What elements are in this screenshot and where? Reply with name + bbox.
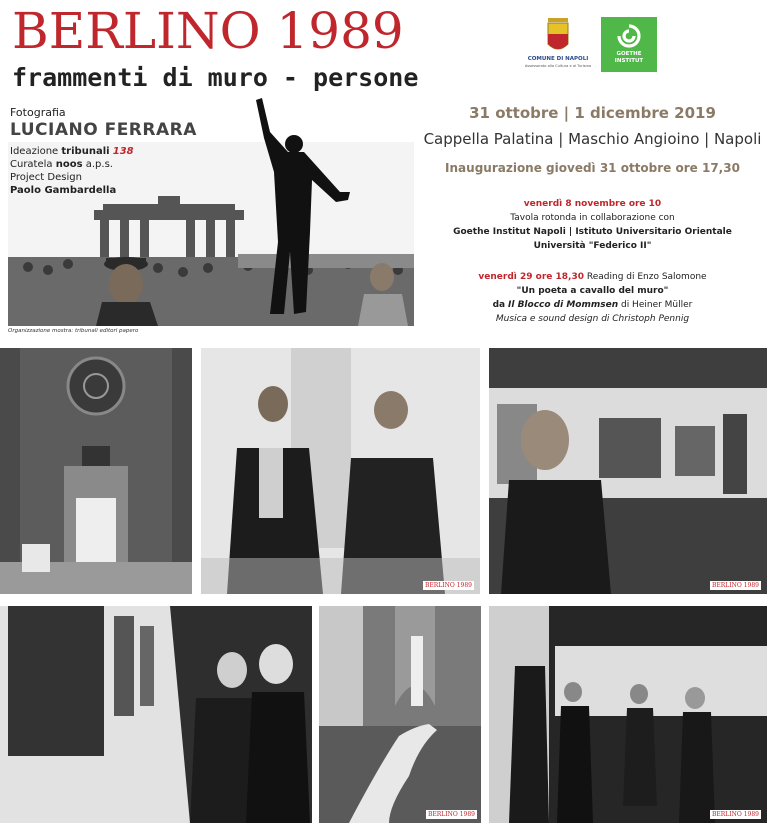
watermark: BERLINO 1989 xyxy=(424,582,472,589)
reading-label: Reading di Enzo Salomone xyxy=(586,272,707,282)
organization-note: Organizzazione mostra: tribunali editori papero xyxy=(8,328,139,334)
napoli-sub: Assessorato alla Cultura e al Turismo xyxy=(524,64,592,68)
ideation-label: Ideazione xyxy=(10,146,59,157)
reading-when: venerdì 29 ore 18,30 xyxy=(478,272,584,282)
napoli-name: COMUNE DI NAPOLI xyxy=(527,56,589,62)
photo-installation-hall xyxy=(319,606,481,823)
ideation-line xyxy=(10,145,197,158)
reading-author: di Heiner Müller xyxy=(620,300,693,310)
curation-label: Curatela xyxy=(10,159,53,170)
curation-suffix: a.p.s. xyxy=(85,159,113,170)
reading-work: Il Blocco di Mommsen xyxy=(508,300,619,310)
poster-title: BERLINO 1989 xyxy=(12,2,404,60)
reading-music: Musica e sound design di Christoph Pennig xyxy=(495,314,690,324)
curation-name: noos xyxy=(55,159,83,170)
goethe-name: GOETHE INSTITUT xyxy=(614,51,644,64)
event-reading xyxy=(418,270,767,326)
roundtable-partners-2: Università "Federico II" xyxy=(533,241,652,251)
watermark: BERLINO 1989 xyxy=(427,811,475,818)
photo-church-facade xyxy=(0,348,192,594)
roundtable-when: venerdì 8 novembre ore 10 xyxy=(523,199,662,209)
watermark: BERLINO 1989 xyxy=(711,811,759,818)
event-roundtable xyxy=(418,197,767,253)
ideation-number: 138 xyxy=(112,146,134,157)
photo-two-men-gallery xyxy=(0,606,312,823)
comune-napoli-logo xyxy=(526,14,590,74)
roundtable-title: Tavola rotonda in collaborazione con xyxy=(510,213,675,223)
poster-subtitle: frammenti di muro - persone xyxy=(12,63,419,92)
curation-line xyxy=(10,158,197,171)
goethe-institut-logo xyxy=(601,17,657,72)
reading-from-prefix: da xyxy=(492,300,506,310)
event-inauguration: Inaugurazione giovedì 31 ottobre ore 17,30 xyxy=(445,161,740,175)
photo-visitors-gallery xyxy=(489,606,767,823)
watermark: BERLINO 1989 xyxy=(711,582,759,589)
project-label: Project Design xyxy=(10,172,82,183)
designer-name: Paolo Gambardella xyxy=(10,185,117,196)
photographer-name: LUCIANO FERRARA xyxy=(10,120,197,140)
photography-label: Fotografia xyxy=(10,106,66,119)
reading-title: "Un poeta a cavallo del muro" xyxy=(516,286,669,296)
event-venue: Cappella Palatina | Maschio Angioino | Napoli xyxy=(423,130,762,148)
credits-block xyxy=(10,106,197,197)
photo-man-exhibition xyxy=(489,348,767,594)
ideation-name: tribunali xyxy=(61,146,110,157)
photo-two-men-talking xyxy=(201,348,480,594)
event-dates: 31 ottobre | 1 dicembre 2019 xyxy=(469,104,716,122)
roundtable-partners: Goethe Institut Napoli | Istituto Universitario Orientale xyxy=(453,227,732,237)
